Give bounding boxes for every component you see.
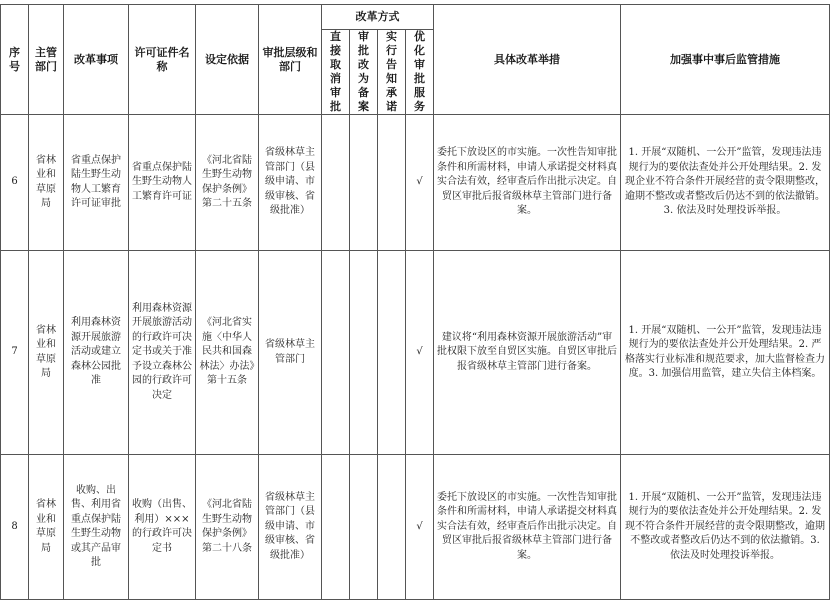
cell-item: 收购、出售、利用省重点保护陆生野生动物或其产品审批 (64, 455, 129, 600)
cell-method-optimize: √ (406, 251, 434, 455)
header-license-name: 许可证件名称 (129, 5, 196, 115)
header-department: 主管部门 (29, 5, 64, 115)
cell-license-name: 省重点保护陆生野生动物人工繁育许可证 (129, 115, 196, 251)
cell-method-commitment (378, 115, 406, 251)
header-measures: 具体改革举措 (434, 5, 621, 115)
cell-measures: 委托下放设区的市实施。一次性告知审批条件和所需材料，申请人承诺提交材料真实合法有效，经审查后作出批示决定。自贸区审批后报省级林草主管部门进行备案。 (434, 115, 621, 251)
cell-supervision: 1. 开展“双随机、一公开”监管，发现违法违规行为的要依法查处并公开处理结果。2. 严格落实行业标准和规范要求，加大监督检查力度。3. 加强信用监管，建立失信主体档案。 (621, 251, 830, 455)
cell-license-name: 利用森林资源开展旅游活动的行政许可决定书或关于准予设立森林公园的行政许可决定 (129, 251, 196, 455)
cell-basis: 《河北省陆生野生动物保护条例》第二十五条 (196, 115, 259, 251)
table-row (1, 455, 830, 600)
cell-measures: 委托下放设区的市实施。一次性告知审批条件和所需材料，申请人承诺提交材料真实合法有效，经审查后作出批示决定。自贸区审批后报省级林草主管部门进行备案。 (434, 455, 621, 600)
cell-method-commitment (378, 251, 406, 455)
cell-seq: 8 (1, 455, 29, 600)
cell-basis: 《河北省陆生野生动物保护条例》第二十八条 (196, 455, 259, 600)
cell-basis: 《河北省实施〈中华人民共和国森林法〉办法》第十五条 (196, 251, 259, 455)
header-supervision: 加强事中事后监管措施 (621, 5, 830, 115)
header-method-filing: 审批改为备案 (350, 30, 378, 115)
header-item: 改革事项 (64, 5, 129, 115)
cell-level: 省级林草主管部门（县级申请、市级审核、省级批准） (259, 455, 322, 600)
cell-level: 省级林草主管部门 (259, 251, 322, 455)
cell-method-filing (350, 251, 378, 455)
cell-method-cancel (322, 251, 350, 455)
cell-level: 省级林草主管部门（县级申请、市级审核、省级批准） (259, 115, 322, 251)
cell-department: 省林业和草原局 (29, 455, 64, 600)
cell-method-optimize: √ (406, 115, 434, 251)
cell-measures: 建议将“利用森林资源开展旅游活动”审批权限下放至自贸区实施。自贸区审批后报省级林草主管部门进行备案。 (434, 251, 621, 455)
header-method-cancel: 直接取消审批 (322, 30, 350, 115)
cell-seq: 6 (1, 115, 29, 251)
table-row (1, 251, 830, 455)
header-row (1, 5, 830, 30)
cell-department: 省林业和草原局 (29, 251, 64, 455)
cell-item: 利用森林资源开展旅游活动或建立森林公园批准 (64, 251, 129, 455)
header-method-optimize: 优化审批服务 (406, 30, 434, 115)
header-reform-method: 改革方式 (322, 5, 434, 30)
cell-method-commitment (378, 455, 406, 600)
table-row (1, 115, 830, 251)
cell-supervision: 1. 开展“双随机、一公开”监管，发现违法违规行为的要依法查处并公开处理结果。2. 发现企业不符合条件开展经营的责令限期整改，逾期不整改或者整改后仍达不到的依法撤销。3. 依法及时处理投诉举报。 (621, 115, 830, 251)
cell-supervision: 1. 开展“双随机、一公开”监管，发现违法违规行为的要依法查处并公开处理结果。2. 发现不符合条件开展经营的责令限期整改，逾期不整改或者整改后仍达不到的依法撤销。3. 依法及时处理投诉举报。 (621, 455, 830, 600)
cell-seq: 7 (1, 251, 29, 455)
header-basis: 设定依据 (196, 5, 259, 115)
cell-method-cancel (322, 115, 350, 251)
header-seq: 序号 (1, 5, 29, 115)
header-method-commitment: 实行告知承诺 (378, 30, 406, 115)
cell-method-cancel (322, 455, 350, 600)
reform-table (0, 4, 830, 600)
header-level: 审批层级和部门 (259, 5, 322, 115)
cell-method-filing (350, 115, 378, 251)
cell-license-name: 收购（出售、利用）×××的行政许可决定书 (129, 455, 196, 600)
cell-item: 省重点保护陆生野生动物人工繁育许可证审批 (64, 115, 129, 251)
cell-method-filing (350, 455, 378, 600)
cell-method-optimize: √ (406, 455, 434, 600)
cell-department: 省林业和草原局 (29, 115, 64, 251)
